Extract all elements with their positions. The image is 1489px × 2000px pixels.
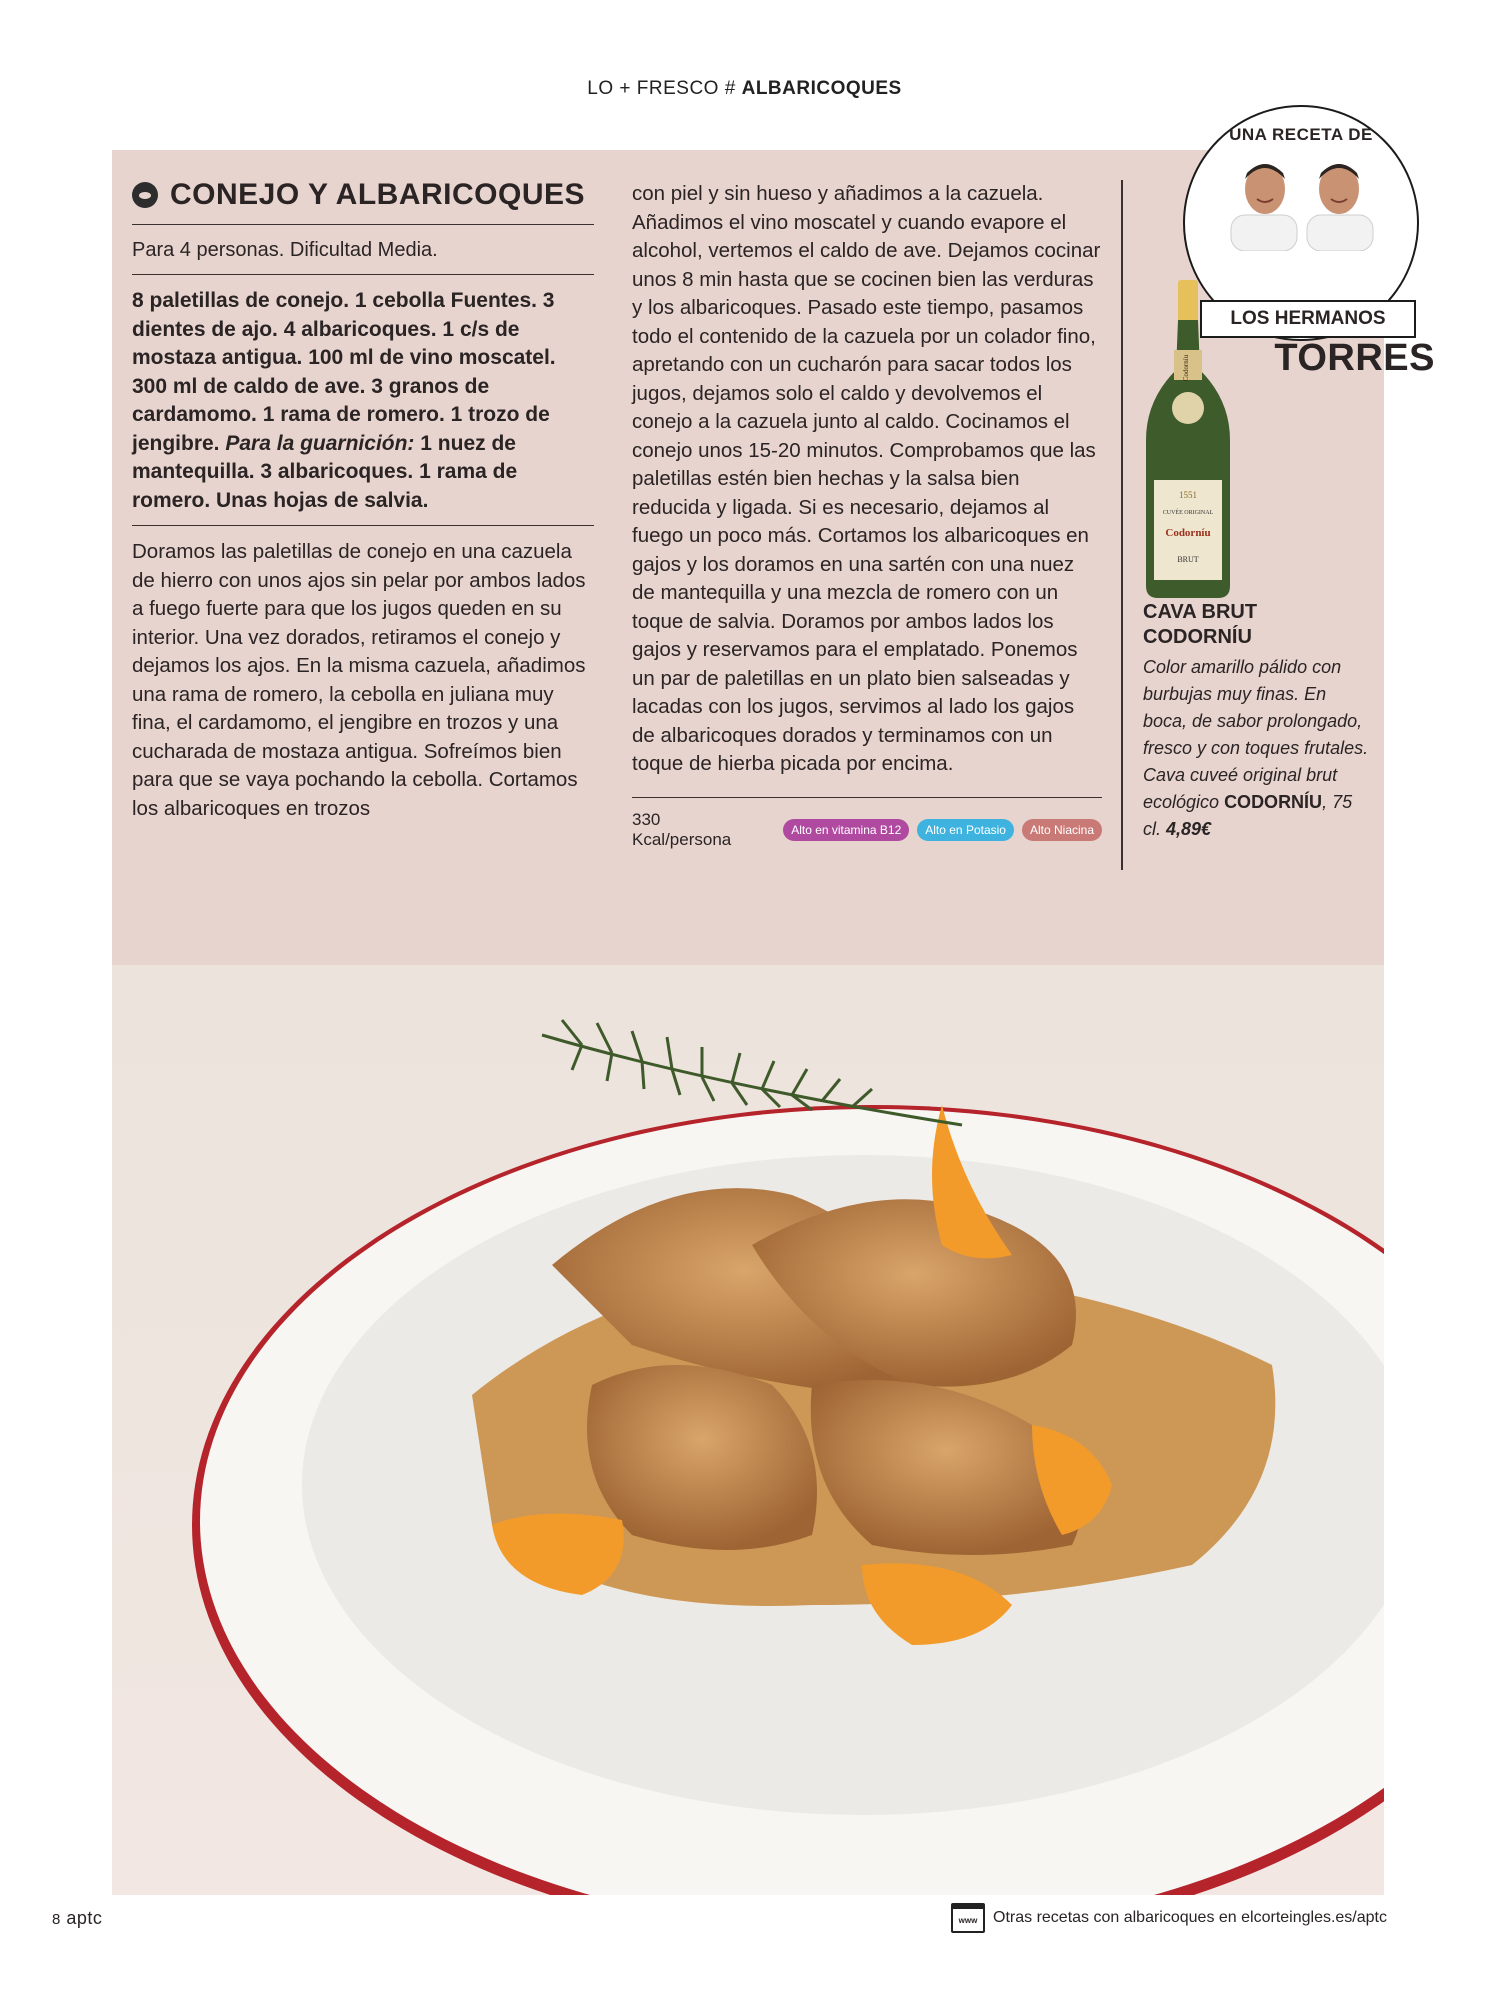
bottle-type: BRUT: [1177, 555, 1199, 564]
footer-link-text[interactable]: Otras recetas con albaricoques en elcorteingles.es/aptc: [993, 1909, 1387, 1926]
nutrition-tag-potasio: Alto en Potasio: [917, 819, 1014, 841]
recipe-column-2: [632, 180, 1102, 850]
magazine-logo: aptc: [66, 1908, 103, 1928]
method-text-1: Doramos las paletillas de conejo en una cazuela de hierro con unos ajos sin pelar por ambos lados a fuego fuerte para que los jugos queden en su interior. Una vez dorados, retiramos el conejo y dejamos los ajos. En la misma cazuela, añadimos una rama de romero, la cebolla en juliana muy fina, el cardamomo, el jengibre en trozos y una cucharada de mostaza antigua. Sofreímos bien para que se vaya pochando la cebolla. Cortamos los albaricoques en trozos: [132, 540, 586, 820]
nutrition-row: [632, 797, 1102, 850]
page-number: 8: [52, 1911, 61, 1928]
badge-line1: UNA RECETA DE: [1229, 125, 1373, 144]
page-footer-left: [52, 1908, 102, 1929]
garnish-label: Para la guarnición:: [225, 431, 415, 455]
header-section: ALBARICOQUES: [741, 78, 902, 99]
ingredients-main: 8 paletillas de conejo. 1 cebolla Fuentes. 3 dientes de ajo. 4 albaricoques. 1 c/s de mostaza antigua. 100 ml de vino moscatel. 300 ml de caldo de ave. 3 granos de cardamomo. 1 rama de romero. 1 trozo de jengibre.: [132, 289, 556, 455]
servings-text: Para 4 personas. Dificultad Media.: [132, 225, 594, 275]
wine-brand: CODORNÍU: [1224, 792, 1323, 812]
garnish-ingredients: 1 nuez de mantequilla. 3 albaricoques. 1 rama de romero. Unas hojas de salvia.: [132, 431, 518, 512]
ingredients-list: [132, 275, 594, 526]
nutrition-tag-b12: Alto en vitamina B12: [783, 819, 909, 841]
bottle-year: 1551: [1179, 490, 1197, 500]
bottle-label-brand: Codorníu: [1165, 527, 1211, 539]
dish-photo: [112, 965, 1384, 1895]
www-icon: www: [951, 1903, 985, 1933]
wine-size: , 75 cl.: [1143, 792, 1353, 839]
column-divider: [1121, 180, 1123, 870]
wine-column: [1143, 600, 1373, 843]
section-header: [0, 78, 1489, 100]
wine-description: [1143, 654, 1373, 843]
page-footer-right: [951, 1903, 1387, 1933]
bottle-cuvee: CUVÉE ORIGINAL: [1162, 510, 1214, 516]
chefs-illustration: [1223, 155, 1381, 251]
dish-icon: [132, 182, 158, 208]
cava-bottle-image: [1140, 280, 1236, 598]
header-prefix: LO + FRESCO #: [587, 78, 736, 99]
bottle-neck-brand: Codorníu: [1182, 354, 1190, 382]
kcal-text: 330 Kcal/persona: [632, 809, 732, 849]
recipe-title-row: [132, 178, 594, 225]
recipe-column-1: [132, 178, 594, 823]
nutrition-tag-niacina: Alto Niacina: [1022, 819, 1102, 841]
wine-name: [1143, 600, 1373, 650]
method-text-2: con piel y sin hueso y añadimos a la cazuela. Añadimos el vino moscatel y cuando evapore el alcohol, vertemos el caldo de ave. Dejamos cocinar unos 8 min hasta que se cocinen bien las verduras y los albaricoques. Pasado este tiempo, pasamos todo el contenido de la cazuela por un colador fino, apretando con un cucharón para sacar todos los jugos, dejamos solo el caldo y devolvemos el conejo a la cazuela junto al caldo. Cocinamos el conejo unos 15-20 minutos. Comprobamos que las paletillas estén bien hechas y la salsa bien reducida y ligada. Si es necesario, dejamos al fuego un poco más. Cortamos los albaricoques en gajos y los doramos en una sartén con una nuez de mantequilla y una mezcla de romero con un toque de salvia. Doramos por ambos lados los gajos y reservamos para el emplatado. Ponemos un par de paletillas en un plato bien salseadas y lacadas con los jugos, servimos al lado los gajos de albaricoques dorados y terminamos con un toque de hierba picada por encima.: [632, 182, 1101, 775]
badge-torres: TORRES: [1274, 337, 1435, 379]
badge-ribbon: LOS HERMANOS: [1200, 300, 1416, 338]
recipe-title: CONEJO Y ALBARICOQUES: [170, 178, 586, 211]
wine-desc-text: Color amarillo pálido con burbujas muy finas. En boca, de sabor prolongado, fresco y con toques frutales. Cava cuveé original brut ecológico: [1143, 657, 1369, 812]
wine-name-line2: CODORNÍU: [1143, 626, 1252, 648]
wine-name-line1: CAVA BRUT: [1143, 601, 1258, 623]
wine-price: 4,89€: [1166, 819, 1212, 839]
dish-photo-illustration: [112, 965, 1384, 1895]
